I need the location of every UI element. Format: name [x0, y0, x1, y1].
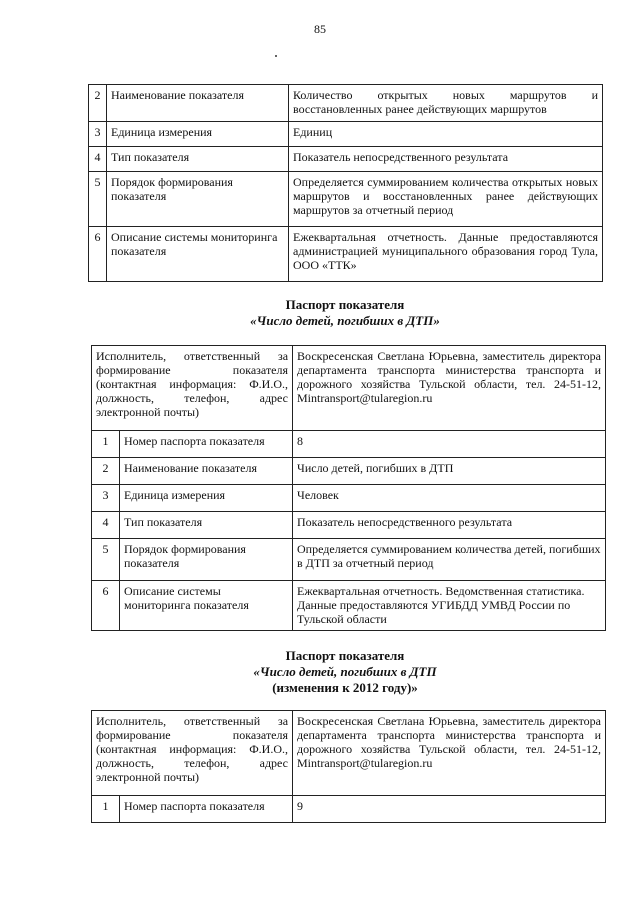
row-number: 2 — [89, 85, 107, 122]
row-value: Определяется суммированием количества детей, погибших в ДТП за отчетный период — [293, 539, 606, 581]
passport-title: Паспорт показателя — [285, 297, 405, 312]
row-label: Наименование показателя — [120, 458, 293, 485]
row-value: 8 — [293, 431, 606, 458]
row-label: Тип показателя — [107, 147, 289, 172]
table-row — [92, 485, 606, 512]
row-number: 2 — [92, 458, 120, 485]
table-row — [92, 796, 606, 823]
row-value: Показатель непосредственного результата — [289, 147, 603, 172]
row-number: 6 — [92, 581, 120, 631]
table-row — [89, 172, 603, 227]
executor-row — [92, 711, 606, 796]
table-row — [89, 85, 603, 122]
row-value: Определяется суммированием количества открытых новых маршрутов и восстановленных ранее действующих маршрутов за отчетный период — [289, 172, 603, 227]
row-value: Ежеквартальная отчетность. Ведомственная статистика. Данные предоставляются УГИБДД УМВД России по Тульской области — [293, 581, 606, 631]
passport-heading — [0, 297, 640, 329]
row-label: Единица измерения — [107, 122, 289, 147]
table-row — [89, 227, 603, 282]
table-row — [89, 122, 603, 147]
row-label: Единица измерения — [120, 485, 293, 512]
row-label: Номер паспорта показателя — [120, 796, 293, 823]
indicator-table-continued — [88, 84, 603, 282]
row-value: Человек — [293, 485, 606, 512]
row-value: 9 — [293, 796, 606, 823]
passport-table-9 — [91, 710, 606, 823]
row-label: Номер паспорта показателя — [120, 431, 293, 458]
table-row — [92, 431, 606, 458]
executor-label: Исполнитель, ответственный за формирование показателя (контактная информация: Ф.И.О., должность, телефон, адрес электронной почты) — [92, 711, 293, 796]
passport-table-8 — [91, 345, 606, 631]
row-value: Показатель непосредственного результата — [293, 512, 606, 539]
passport-subtitle-note: (изменения к 2012 году)» — [272, 680, 418, 695]
row-label: Описание системы мониторинга показателя — [120, 581, 293, 631]
table-row — [92, 458, 606, 485]
row-number: 3 — [89, 122, 107, 147]
page-number: 85 — [314, 22, 326, 36]
executor-value: Воскресенская Светлана Юрьевна, заместитель директора департамента транспорта министерства транспорта и дорожного хозяйства Тульской области, тел. 24-51-12, Mintransport@tularegion.ru — [293, 711, 606, 796]
row-label: Порядок формирования показателя — [120, 539, 293, 581]
row-number: 6 — [89, 227, 107, 282]
table-row — [92, 539, 606, 581]
row-label: Описание системы мониторинга показателя — [107, 227, 289, 282]
passport-title: Паспорт показателя — [285, 648, 405, 663]
row-number: 4 — [92, 512, 120, 539]
table-row — [92, 581, 606, 631]
row-number: 4 — [89, 147, 107, 172]
table-row — [89, 147, 603, 172]
row-value: Количество открытых новых маршрутов и восстановленных ранее действующих маршрутов — [289, 85, 603, 122]
executor-row — [92, 346, 606, 431]
passport-subtitle: «Число детей, погибших в ДТП — [253, 664, 437, 679]
passport-subtitle: «Число детей, погибших в ДТП» — [250, 313, 440, 328]
row-number: 1 — [92, 796, 120, 823]
row-value: Число детей, погибших в ДТП — [293, 458, 606, 485]
row-label: Тип показателя — [120, 512, 293, 539]
executor-label: Исполнитель, ответственный за формирование показателя (контактная информация: Ф.И.О., должность, телефон, адрес электронной почты) — [92, 346, 293, 431]
row-value: Ежеквартальная отчетность. Данные предоставляются администрацией муниципального образования город Тула, ООО «ТТК» — [289, 227, 603, 282]
row-number: 1 — [92, 431, 120, 458]
row-value: Единиц — [289, 122, 603, 147]
row-number: 5 — [89, 172, 107, 227]
scan-speck — [275, 55, 277, 57]
row-number: 5 — [92, 539, 120, 581]
executor-value: Воскресенская Светлана Юрьевна, заместитель директора департамента транспорта министерства транспорта и дорожного хозяйства Тульской области, тел. 24-51-12, Mintransport@tularegion.ru — [293, 346, 606, 431]
row-label: Порядок формирования показателя — [107, 172, 289, 227]
row-number: 3 — [92, 485, 120, 512]
row-label: Наименование показателя — [107, 85, 289, 122]
table-row — [92, 512, 606, 539]
passport-heading — [0, 648, 640, 696]
